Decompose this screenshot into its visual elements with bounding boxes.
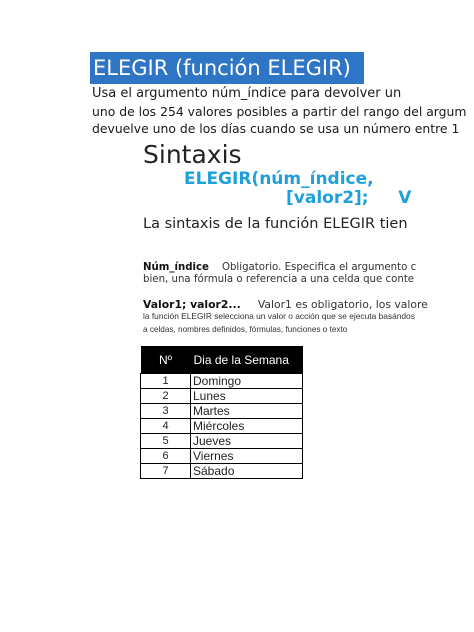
syntax-code-valor2: [valor2]; (286, 188, 369, 208)
table-cell-number: 2 (141, 389, 191, 404)
table-cell-day: Sábado (191, 464, 303, 479)
table-cell-number: 6 (141, 449, 191, 464)
table-row (141, 389, 303, 404)
argument-1-line-2: bien, una fórmula o referencia a una celda que conte (143, 274, 415, 285)
argument-1-name: Núm_índice (143, 262, 209, 273)
table-header-day: Dia de la Semana (191, 346, 303, 374)
argument-2-text: Valor1 es obligatorio, los valore (257, 298, 428, 311)
table-cell-number: 5 (141, 434, 191, 449)
table-row (141, 374, 303, 389)
table-cell-number: 1 (141, 374, 191, 389)
table-cell-day: Domingo (191, 374, 303, 389)
table-cell-number: 4 (141, 419, 191, 434)
table-cell-day: Martes (191, 404, 303, 419)
intro-line-1: Usa el argumento núm_índice para devolver un (92, 86, 402, 101)
syntax-description: La sintaxis de la función ELEGIR tien (143, 216, 408, 232)
table-cell-number: 3 (141, 404, 191, 419)
days-table (140, 346, 303, 479)
syntax-code-tail: V (398, 188, 412, 208)
intro-line-3: devuelve uno de los días cuando se usa un número entre 1 (92, 121, 460, 136)
argument-2-name: Valor1; valor2... (143, 298, 241, 311)
table-cell-day: Miércoles (191, 419, 303, 434)
argument-note-2: a celdas, nombres definidos, fórmulas, funciones o texto (143, 325, 348, 334)
page-title: ELEGIR (función ELEGIR) (90, 52, 364, 84)
argument-note-1: la función ELEGIR selecciona un valor o acción que se ejecuta basándos (143, 311, 415, 321)
table-cell-day: Viernes (191, 449, 303, 464)
syntax-code-line-1: ELEGIR(núm_índice, (184, 169, 374, 189)
table-header-number: Nº (141, 346, 191, 374)
table-row (141, 464, 303, 479)
intro-line-2: uno de los 254 valores posibles a partir del rango del argum (92, 104, 467, 119)
syntax-code-line-2 (184, 188, 412, 208)
sintaxis-heading: Sintaxis (143, 140, 242, 169)
table-row (141, 434, 303, 449)
syntax-code (184, 169, 412, 208)
argument-1-text: Obligatorio. Especifica el argumento c (221, 262, 417, 273)
argument-1 (143, 262, 417, 273)
table-cell-day: Lunes (191, 389, 303, 404)
table-row (141, 449, 303, 464)
table-header-row (141, 346, 303, 374)
table-cell-number: 7 (141, 464, 191, 479)
argument-2 (143, 298, 428, 311)
table-cell-day: Jueves (191, 434, 303, 449)
table-row (141, 419, 303, 434)
table-row (141, 404, 303, 419)
